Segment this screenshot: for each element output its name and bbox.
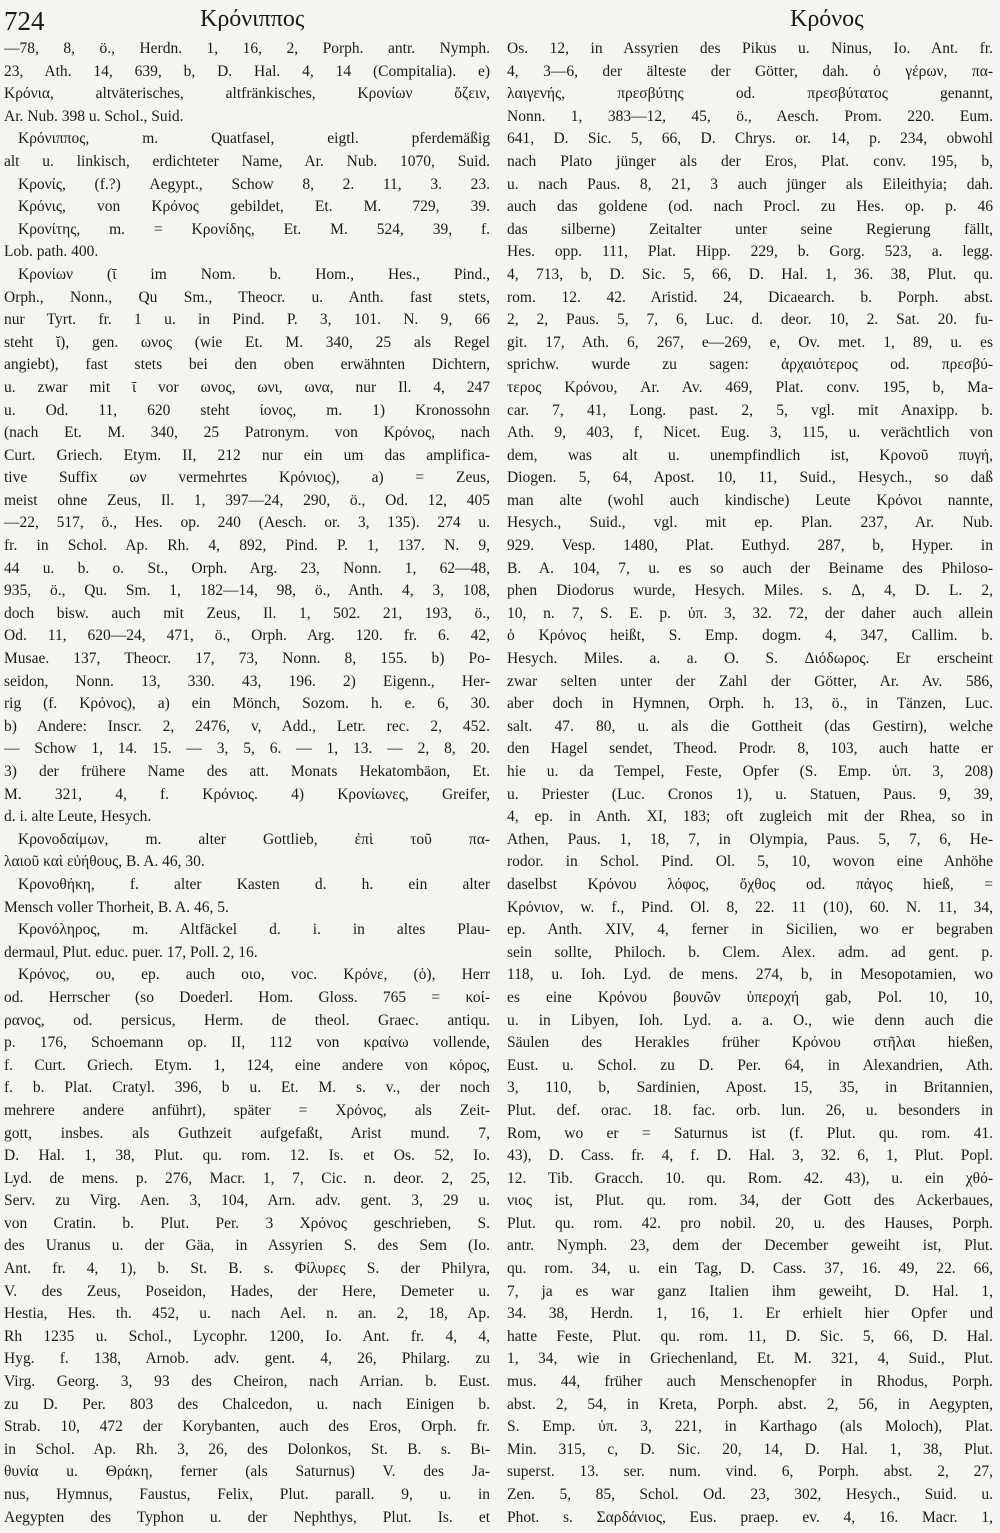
text-line: 4, 3—6, der älteste der Götter, dah. ὁ γέρων, πα-: [507, 62, 993, 80]
text-line: Κρόνια, altväterisches, altfränkisches, Κρονίων ὄζειν,: [4, 85, 490, 103]
text-line: 4, ep. in Anth. XI, 183; oft zugleich mit der Rhea, so in: [507, 808, 993, 826]
text-line: —78, 8, ö., Herdn. 1, 16, 2, Porph. antr. Nymph.: [4, 40, 490, 57]
text-line: Athen, Paus. 1, 18, 7, in Olympia, Paus. 5, 7, 6, He-: [507, 830, 993, 848]
text-line: mus. 44, früher auch Menschenopfer in Rhodus, Porph.: [507, 1373, 993, 1391]
text-line: B. A. 104, 7, u. es so auch der Beiname des Philoso-: [507, 559, 993, 577]
text-line: 935, ö., Qu. Sm. 1, 182—14, 98, ö., Anth. 4, 3, 108,: [4, 582, 490, 600]
text-line: Curt. Griech. Etym. II, 212 nur ein um das amplifica-: [4, 446, 490, 464]
text-line: Hyg. f. 138, Arnob. adv. gent. 4, 26, Philarg. zu: [4, 1350, 490, 1368]
text-line: Strab. 10, 472 der Korybanten, auch des Eros, Orph. fr.: [4, 1418, 490, 1436]
entry-headword-line: Κρόνος, ου, ep. auch οιο, voc. Κρόνε, (ὁ), Herr: [18, 966, 490, 984]
text-line: Orph., Nonn., Qu Sm., Theocr. u. Anth. fast stets,: [4, 288, 490, 306]
text-line: 34. 38, Herdn. 1, 16, 1. Er erhielt hier Opfer und: [507, 1305, 993, 1323]
text-line: Plut. qu. rom. 42. pro nobil. 20, u. des Hauses, Porph.: [507, 1214, 993, 1232]
text-line: Säulen des Herakles früher Κρόνου στῆλαι hießen,: [507, 1034, 993, 1052]
text-line: D. Hal. 1, 38, Plut. qu. rom. 12. Is. et Os. 52, Io.: [4, 1147, 490, 1165]
text-line: man alte (wohl auch kindische) Leute Κρόνοι nannte,: [507, 491, 993, 509]
text-line: qu. rom. 34, u. ein Tag, D. Cass. 37, 16. 49, 22. 66,: [507, 1260, 993, 1278]
text-line: dermaul, Plut. educ. puer. 17, Poll. 2, 16.: [4, 943, 258, 961]
text-line: alt u. linkisch, erdichteter Name, Ar. Nub. 1070, Suid.: [4, 152, 490, 170]
text-line: Os. 12, in Assyrien des Pikus u. Ninus, Io. Ant. fr.: [507, 40, 993, 57]
text-line: nus, Hymnus, Faustus, Felix, Plut. parall. 9, u. in: [4, 1486, 490, 1503]
text-line: Hesych., Suid., vgl. mit ep. Plan. 237, Ar. Nub.: [507, 514, 993, 532]
text-line: Serv. zu Virg. Aen. 3, 104, Arn. adv. gent. 3, 29 u.: [4, 1192, 490, 1210]
text-line: salt. 47. 80, u. als die Gottheit (das Gestirn), welche: [507, 717, 993, 735]
text-line: car. 7, 41, Long. past. 2, 5, vgl. mit Anaxipp. b.: [507, 401, 993, 419]
text-line: antr. Nymph. 23, dem der December geweiht ist, Plut.: [507, 1237, 993, 1255]
text-line: Mensch voller Thorheit, B. A. 46, 5.: [4, 898, 229, 916]
text-line: τερος Κρόνου, Ar. Av. 469, Plat. conv. 195, b, Ma-: [507, 378, 993, 396]
text-line: θυνία u. Θράκη, ferner (als Saturnus) V. des Ja-: [4, 1463, 490, 1481]
text-line: 118, u. Ioh. Lyd. de mens. 274, b, in Mesopotamien, wo: [507, 966, 993, 984]
text-line: 7, ja es war ganz Italien ihm geweiht, D. Hal. 1,: [507, 1282, 993, 1300]
entry-headword-line: Κρονοθήκη, f. alter Kasten d. h. ein alter: [18, 875, 490, 893]
text-line: ὁ Κρόνος heißt, S. Emp. dogm. 4, 347, Callim. b.: [507, 627, 993, 645]
text-line: zwar selten unter der Zahl der Götter, Ar. Av. 586,: [507, 672, 993, 690]
text-line: Phot. s. Σαρδάνιος, Eus. praep. ev. 4, 16. Macr. 1,: [507, 1508, 993, 1526]
text-line: angiebt), fast stets bei den oben erwähnten Dichtern,: [4, 356, 490, 374]
text-line: Aegypten des Typhon u. der Nephthys, Plut. Is. et: [4, 1508, 490, 1526]
text-line: u. Od. 11, 620 steht ίονος, m. 1) Kronossohn: [4, 401, 490, 419]
entry-headword-line: Κρονοδαίμων, m. alter Gottlieb, ἐπὶ τοῦ πα-: [18, 830, 490, 848]
text-line: Musae. 137, Theocr. 17, 73, Nonn. 8, 155. b) Po-: [4, 650, 490, 668]
text-line: λαιοῦ καὶ εὐήθους, B. A. 46, 30.: [4, 853, 205, 871]
text-line: b) Andere: Inscr. 2, 2476, v, Add., Letr. rec. 2, 452.: [4, 717, 490, 735]
text-line: Ath. 9, 403, f, Nicet. Eug. 3, 115, u. verächtlich von: [507, 424, 993, 442]
text-line: steht ῐ), gen. ωνος (wie Et. M. 340, 25 als Regel: [4, 333, 490, 351]
text-line: νιος ist, Plut. qu. rom. 34, der Gott des Ackerbaues,: [507, 1192, 993, 1210]
left-column: [4, 38, 490, 1529]
text-line: Od. 11, 620—24, 471, ö., Orph. Arg. 120. fr. 6. 42,: [4, 627, 490, 645]
text-line: Κρόνιον, w. f., Pind. Ol. 8, 22. 11 (10), 60. N. 11, 34,: [507, 898, 993, 916]
text-line: M. 321, 4, f. Κρόνιος. 4) Κρονίωνες, Greifer,: [4, 785, 490, 803]
entry-headword-line: Κρόνιππος, m. Quatfasel, eigtl. pferdemäßig: [18, 130, 490, 148]
text-line: mehrere andere anführt), später = Χρόνος, als Zeit-: [4, 1101, 490, 1119]
text-line: zu D. Per. 803 des Chalcedon, u. nach Einigen b.: [4, 1395, 490, 1413]
text-line: abst. 2, 54, in Kreta, Porph. abst. 2, 56, in Aegypten,: [507, 1395, 993, 1413]
running-headword-left: Κρόνιππος: [200, 6, 305, 32]
text-line: Hes. opp. 111, Plat. Hipp. 229, b. Gorg. 523, a. legg.: [507, 243, 993, 261]
text-line: Ant. fr. 4, 1), b. St. B. s. Φίλυρες S. der Philyra,: [4, 1260, 490, 1278]
running-headword-right: Κρόνος: [790, 6, 864, 32]
text-line: meist ohne Zeus, Il. 1, 397—24, 290, ö., Od. 12, 405: [4, 491, 490, 509]
text-line: 10, n. 7, S. E. p. ὑπ. 3, 32. 72, der daher auch allein: [507, 604, 993, 622]
text-line: d. i. alte Leute, Hesych.: [4, 808, 152, 826]
text-line: dem, was alt u. unempfindlich ist, Κρονοῦ πυγή,: [507, 446, 993, 464]
text-line: doch bisw. auch mit Zeus, Il. 1, 502. 21, 193, ö.,: [4, 604, 490, 622]
text-line: tive Suffix ων vermehrtes Κρόνιος), a) = Zeus,: [4, 469, 490, 487]
text-line: Diogen. 5, 64, Apost. 10, 11, Suid., Hesych., so daß: [507, 469, 993, 487]
text-line: u. nach Paus. 8, 21, 3 auch jünger als Eileithyia; dah.: [507, 175, 993, 193]
text-line: von Cratin. b. Plut. Per. 3 Χρόνος geschrieben, S.: [4, 1214, 490, 1232]
text-line: —22, 517, ö., Hes. op. 240 (Aesch. or. 3, 135). 274 u.: [4, 514, 490, 532]
text-line: 3, 110, b, Sardinien, Apost. 15, 35, in Britannien,: [507, 1079, 993, 1097]
text-line: 2, 2, Paus. 5, 7, 6, Luc. d. deor. 10, 2. Sat. 20. fu-: [507, 311, 993, 329]
text-line: ρανος, od. persicus, Herm. de theol. Graec. antiqu.: [4, 1011, 490, 1029]
text-line: od. Herrscher (so Doederl. Hom. Gloss. 765 = κοί-: [4, 988, 490, 1006]
text-line: sein sollte, Philoch. b. Clem. Alex. adm. ad gent. p.: [507, 943, 993, 961]
text-line: 641, D. Sic. 5, 66, D. Chrys. or. 14, p. 234, obwohl: [507, 130, 993, 148]
text-line: S. Emp. ὑπ. 3, 221, in Karthago (als Moloch), Plat.: [507, 1418, 993, 1436]
text-line: u. in Libyen, Ioh. Lyd. a. a. O., wie denn auch die: [507, 1011, 993, 1029]
text-line: 44 u. b. o. St., Orph. Arg. 23, Nonn. 1, 62—48,: [4, 559, 490, 577]
text-line: Rh 1235 u. Schol., Lycophr. 1200, Io. Ant. fr. 4, 4,: [4, 1327, 490, 1345]
text-line: Zen. 5, 85, Schol. Od. 23, 302, Hesych., Suid. u.: [507, 1486, 993, 1503]
text-line: Rom, wo er = Saturnus ist (f. Plut. qu. rom. 41.: [507, 1124, 993, 1142]
text-line: 929. Vesp. 1480, Plat. Euthyd. 287, b, Hyper. in: [507, 537, 993, 555]
text-line: ep. Anth. XIV, 4, ferner in Sicilien, wo er begraben: [507, 921, 993, 939]
text-line: rig (f. Κρόνος), a) ein Mönch, Sozom. h. e. 6, 30.: [4, 695, 490, 713]
text-line: 43), D. Cass. fr. 4, f. D. Hal. 3, 32. 6, 1, Plut. Popl.: [507, 1147, 993, 1165]
text-line: phen Diodorus wurde, Hesych. Miles. s. Δ, 4, D. L. 2,: [507, 582, 993, 600]
text-line: den Hagel sendet, Theod. Prodr. 8, 103, auch hatte er: [507, 740, 993, 758]
text-line: fr. in Schol. Ap. Rh. 4, 892, Pind. P. 1, 137. N. 9,: [4, 537, 490, 555]
text-line: u. zwar mit ῑ vor ωνος, ωνι, ωνα, nur Il. 4, 247: [4, 378, 490, 396]
page-number: 724: [4, 6, 45, 36]
text-line: superst. 13. ser. num. vind. 6, Porph. abst. 2, 27,: [507, 1463, 993, 1481]
text-line: das silberne) Zeitalter unter seine Regierung fällt,: [507, 220, 993, 238]
text-line: 23, Ath. 14, 639, b, D. Hal. 4, 14 (Compitalia). e): [4, 62, 490, 80]
entry-headword-line: Κρόνις, von Κρόνος gebildet, Et. M. 729, 39.: [18, 198, 490, 216]
text-line: p. 176, Schoemann op. II, 112 von κραίνω vollende,: [4, 1034, 490, 1052]
text-line: daselbst Κρόνου λόφος, ὄχθος od. πάγος hieß, =: [507, 875, 993, 893]
text-line: gott, insbes. als Guthzeit aufgefaßt, Arist mund. 7,: [4, 1124, 490, 1142]
text-line: λαιγενής, πρεσβύτης od. πρεσβύτατος genannt,: [507, 85, 993, 103]
text-line: Hesych. Miles. a. a. O. S. Διόδωρος. Er erscheint: [507, 650, 993, 668]
text-line: — Schow 1, 14. 15. — 3, 5, 6. — 1, 13. — 2, 8, 20.: [4, 740, 490, 758]
text-line: Ar. Nub. 398 u. Schol., Suid.: [4, 107, 184, 125]
entry-headword-line: Κρονίτης, m. = Κρονίδης, Et. M. 524, 39, f.: [18, 220, 490, 238]
entry-headword-line: Κρονίς, (f.?) Aegypt., Schow 8, 2. 11, 3. 23.: [18, 175, 490, 193]
text-line: des Uranus u. der Gäa, in Assyrien S. des Sem (Io.: [4, 1237, 490, 1255]
text-line: Eust. u. Schol. zu D. Per. 64, in Alexandrien, Ath.: [507, 1056, 993, 1074]
text-line: nur Tyrt. fr. 1 u. in Pind. P. 3, 101. N. 9, 66: [4, 311, 490, 329]
text-line: Hestia, Hes. th. 452, u. nach Ael. n. an. 2, 18, Ap.: [4, 1305, 490, 1323]
text-line: git. 17, Ath. 6, 267, e—269, e, Ov. met. 1, 89, u. es: [507, 333, 993, 351]
text-line: f. b. Plat. Cratyl. 396, b u. Et. M. s. v., der noch: [4, 1079, 490, 1097]
text-line: 3) der frühere Name des att. Monats Hekatombäon, Et.: [4, 763, 490, 780]
text-line: in Schol. Ap. Rh. 3, 26, des Dolonkos, St. B. s. Βι-: [4, 1440, 490, 1458]
text-line: seidon, Nonn. 13, 330. 43, 196. 2) Eigenn., Her-: [4, 672, 490, 690]
text-line: sprichw. wurde zu sagen: ἀρχαιότερος od. πρεσβύ-: [507, 356, 993, 374]
text-line: 1, 34, wie in Griechenland, Et. M. 321, 4, Suid., Plut.: [507, 1350, 993, 1368]
text-line: 12. Tib. Gracch. 10. qu. Rom. 42. 43), u. ein χθό-: [507, 1169, 993, 1187]
text-line: aber doch in Hymnen, Orph. h. 13, ö., in Tänzen, Luc.: [507, 695, 993, 713]
text-line: hatte Feste, Plut. qu. rom. 11, D. Sic. 5, 66, D. Hal.: [507, 1327, 993, 1345]
entry-headword-line: Κρονόληρος, m. Altfäckel d. i. in altes Plau-: [18, 921, 490, 939]
text-line: Nonn. 1, 383—12, 45, ö., Aesch. Prom. 220. Eum.: [507, 107, 993, 125]
text-line: Plut. def. orac. 18. fac. orb. lun. 26, u. besonders in: [507, 1101, 993, 1119]
text-line: Virg. Georg. 3, 93 des Cheiron, nach Arrian. b. Eust.: [4, 1373, 490, 1391]
text-line: hie u. da Tempel, Feste, Opfer (S. Emp. ὑπ. 3, 208): [507, 763, 993, 780]
text-line: 4, 713, b, D. Sic. 5, 66, D. Hal. 1, 36. 38, Plut. qu.: [507, 265, 993, 283]
text-line: V. des Zeus, Poseidon, Hades, der Here, Demeter u.: [4, 1282, 490, 1300]
text-line: (nach Et. M. 340, 25 Patronym. von Κρόνος, nach: [4, 424, 490, 442]
text-line: f. Curt. Griech. Etym. 1, 124, eine andere von κόρος,: [4, 1056, 490, 1074]
text-line: nach Plato jünger als der Eros, Plat. conv. 195, b,: [507, 152, 993, 170]
text-line: rom. 12. 42. Aristid. 24, Dicaearch. b. Porph. abst.: [507, 288, 993, 306]
text-line: rodor. in Schol. Pind. Ol. 5, 10, wovon eine Anhöhe: [507, 853, 993, 871]
text-line: u. Priester (Luc. Cronos 1), u. Statuen, Paus. 9, 39,: [507, 785, 993, 803]
text-line: es eine Κρόνου βουνῶν ὑπεροχή gab, Pol. 10, 10,: [507, 988, 993, 1006]
entry-headword-line: Κρονίων (ῑ im Nom. b. Hom., Hes., Pind.,: [18, 265, 490, 283]
text-line: Lyd. de mens. p. 276, Macr. 1, 7, Cic. n. deor. 2, 25,: [4, 1169, 490, 1187]
text-line: Min. 315, c, D. Sic. 20, 14, D. Hal. 1, 38, Plut.: [507, 1440, 993, 1458]
text-line: auch das goldene (od. nach Procl. zu Hes. op. p. 46: [507, 198, 993, 216]
text-line: Lob. path. 400.: [4, 243, 99, 261]
right-column: [507, 38, 993, 1529]
